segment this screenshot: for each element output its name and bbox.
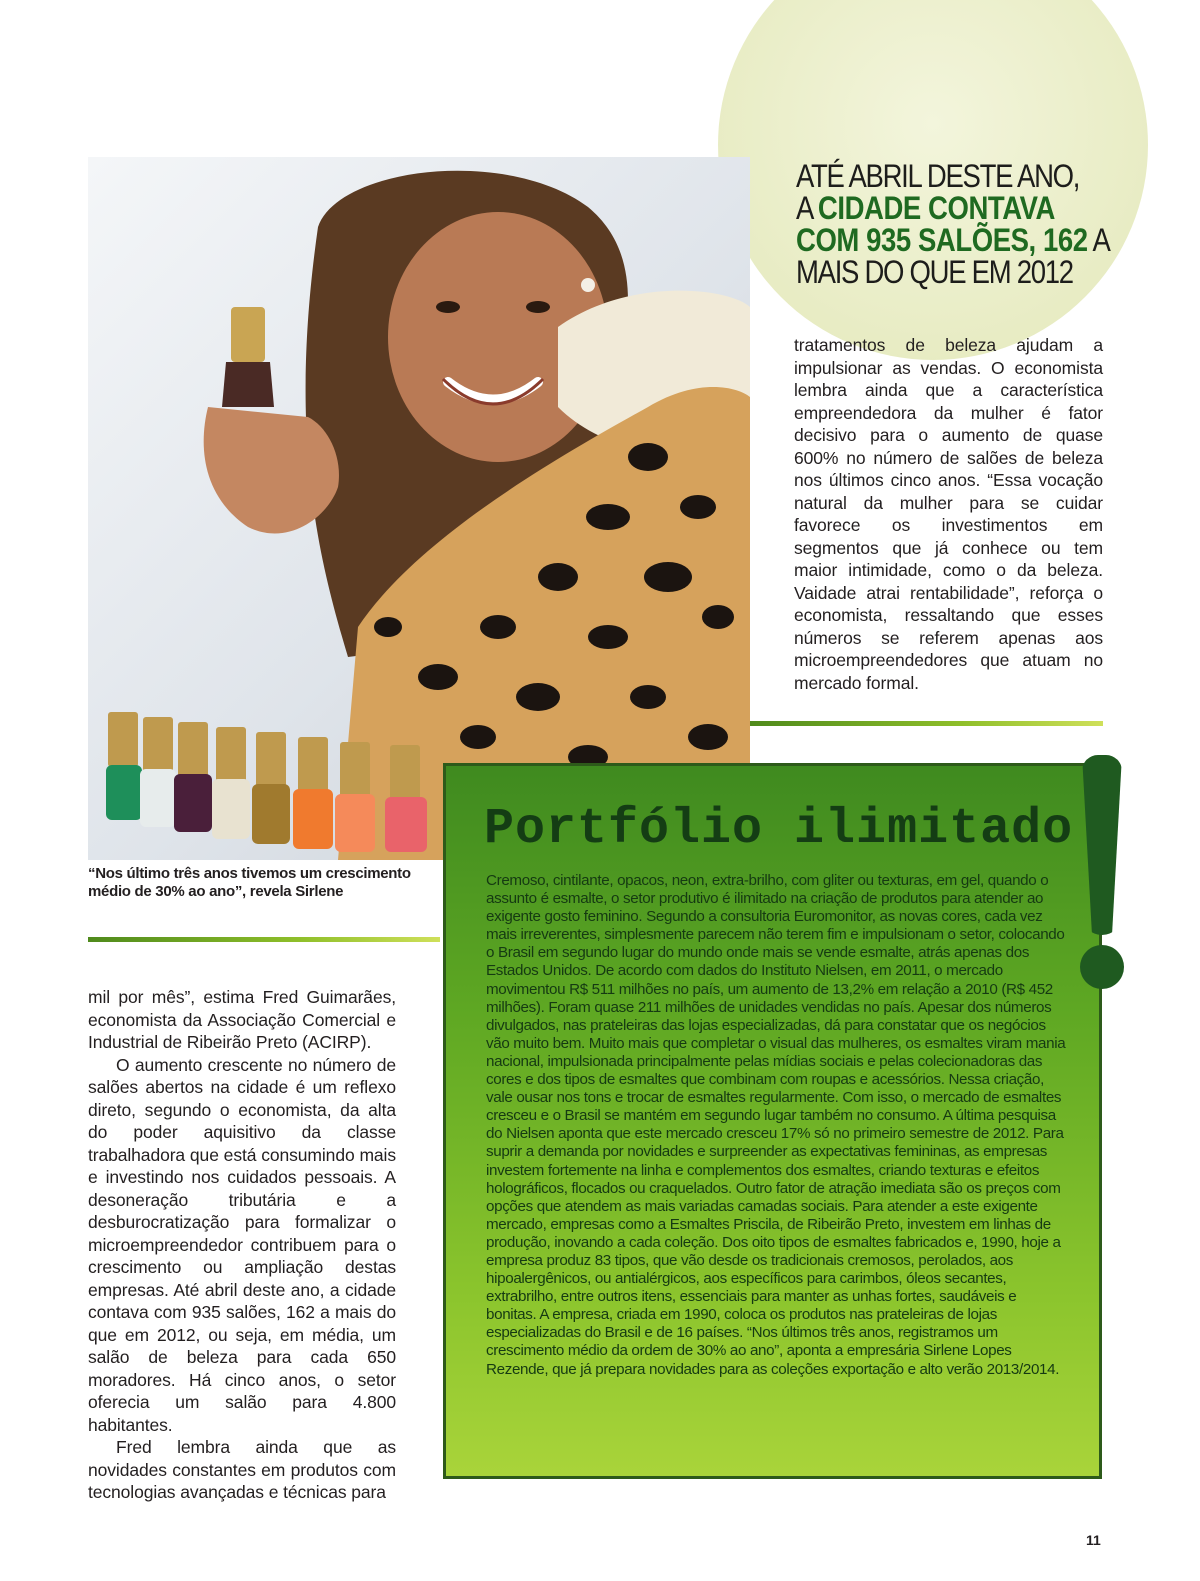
exclamation-dot-icon (1080, 945, 1124, 989)
pull-quote-line-3 (796, 224, 1123, 256)
portrait-photo (88, 157, 750, 860)
page-number: 11 (1086, 1532, 1101, 1548)
pull-quote-highlight-2: COM 935 SALÕES, 162 (796, 222, 1088, 258)
left-column-paragraph-3: Fred lembra ainda que as novidades constantes em produtos com tecnologias avançadas e técnicas para (88, 1437, 396, 1502)
divider-left (88, 937, 440, 942)
pull-quote-line-4: MAIS DO QUE EM 2012 (796, 254, 1073, 290)
left-column-text (88, 986, 396, 1504)
box-title: Portfólio ilimitado (484, 801, 1074, 858)
right-column-paragraph: tratamentos de beleza ajudam a impulsionar as vendas. O economista lembra ainda que a característica empreendedora da mulher é fator decisivo para o aumento de quase 600% no número de salões de beleza nos últimos cinco anos. “Essa vocação natural da mulher para se cuidar favorece os investimentos em segmentos que já conhece ou tem maior intimidade, como o da beleza. Vaidade atrai rentabilidade”, reforça o economista, ressaltando que esses números se referem apenas aos microempreendedores que atuam no mercado formal. (794, 335, 1103, 693)
portrait-illustration (88, 157, 750, 860)
pull-quote-suffix: A (1087, 222, 1110, 258)
divider-right (750, 721, 1103, 726)
pull-quote-line-2 (796, 192, 1123, 224)
left-column-paragraph-2: O aumento crescente no número de salões abertos na cidade é um reflexo direto, segundo o economista, da alta do poder aquisitivo da classe trabalhadora que está consumindo mais e investindo nos cuidados pessoais. A desoneração tributária e a desburocratização para formalizar o microempreendedor contribuem para o crescimento ou ampliação destas empresas. Até abril deste ano, a cidade contava com 935 salões, 162 a mais do que em 2012, ou seja, em média, um salão de beleza para cada 650 moradores. Há cinco anos, o setor oferecia um salão para 4.800 habitantes. (88, 1054, 396, 1435)
photo-caption: “Nos último três anos tivemos um crescimento médio de 30% ao ano”, revela Sirlene (88, 865, 411, 900)
pull-quote-prefix: A (796, 190, 818, 226)
right-column-text (794, 334, 1103, 694)
pull-quote-line-1: ATÉ ABRIL DESTE ANO, (796, 158, 1080, 194)
left-column-paragraph-1: mil por mês”, estima Fred Guimarães, economista da Associação Comercial e Industrial de Ribeirão Preto (ACIRP). (88, 987, 396, 1052)
box-body-text: Cremoso, cintilante, opacos, neon, extra-brilho, com gliter ou texturas, em gel, quando o assunto é esmalte, o setor produtivo é ilimitado na criação de produtos para atender ao exigente gosto feminino. Segundo a consultoria Euromonitor, as novas cores, cada vez mais irreverentes, simplesmente parecem não terem fim e impulsionam o setor, colocando o Brasil em segundo lugar do mundo onde mais se vende esmalte, atrás apenas dos Estados Unidos. De acordo com dados do Instituto Nielsen, em 2011, o mercado movimentou R$ 511 milhões no país, um aumento de 13,2% em relação a 2010 (R$ 452 milhões). Foram quase 211 milhões de unidades vendidas no país. Apesar dos números divulgados, nas prateleiras das lojas especializadas, dá para constatar que os negócios vão muito bem. Muito mais que completar o visual das mulheres, os esmaltes viram mania nacional, impulsionada principalmente pelas mídias sociais e pelas colecionadoras das cores e dos tipos de esmaltes que combinam com roupas e acessórios. Nessa criação, vale ousar nos tons e trocar de esmaltes regularmente. Com isso, o mercado de esmaltes cresceu e o Brasil se mantém em segundo lugar também no consumo. A última pesquisa do Nielsen aponta que este mercado cresceu 17% só no primeiro semestre de 2012. Para suprir a demanda por novidades e surpreender as expectativas femininas, as empresas investem fortemente na linha e complementos dos esmaltes, criando texturas e efeitos holográficos, flocados ou craquelados. Outro fator de atração imediata são os preços com opções que atendem as mais variadas camadas sociais. Para atender a este exigente mercado, empresas como a Esmaltes Priscila, de Ribeirão Preto, investem em linhas de produção, inovando a cada coleção. Dos oito tipos de esmaltes fabricados e, 1990, hoje a empresa produz 83 tipos, que vão desde os tradicionais cremosos, perolados, aos hipoalergênicos, ou antialérgicos, aos específicos para carimbos, óleos secantes, extrabrilho, entre outros itens, essenciais para manter as unhas fortes, saudáveis e bonitas. A empresa, criada em 1990, coloca os produtos nas prateleiras de lojas especializadas do Brasil e de 16 países. “Nos últimos três anos, registramos um crescimento médio da ordem de 30% ao ano”, aponta a empresária Sirlene Lopes Rezende, que já prepara novidades para as coleções exportação e alto verão 2013/2014. (486, 872, 1066, 1378)
pull-quote-highlight-1: CIDADE CONTAVA (817, 190, 1055, 226)
pull-quote (796, 160, 1123, 288)
